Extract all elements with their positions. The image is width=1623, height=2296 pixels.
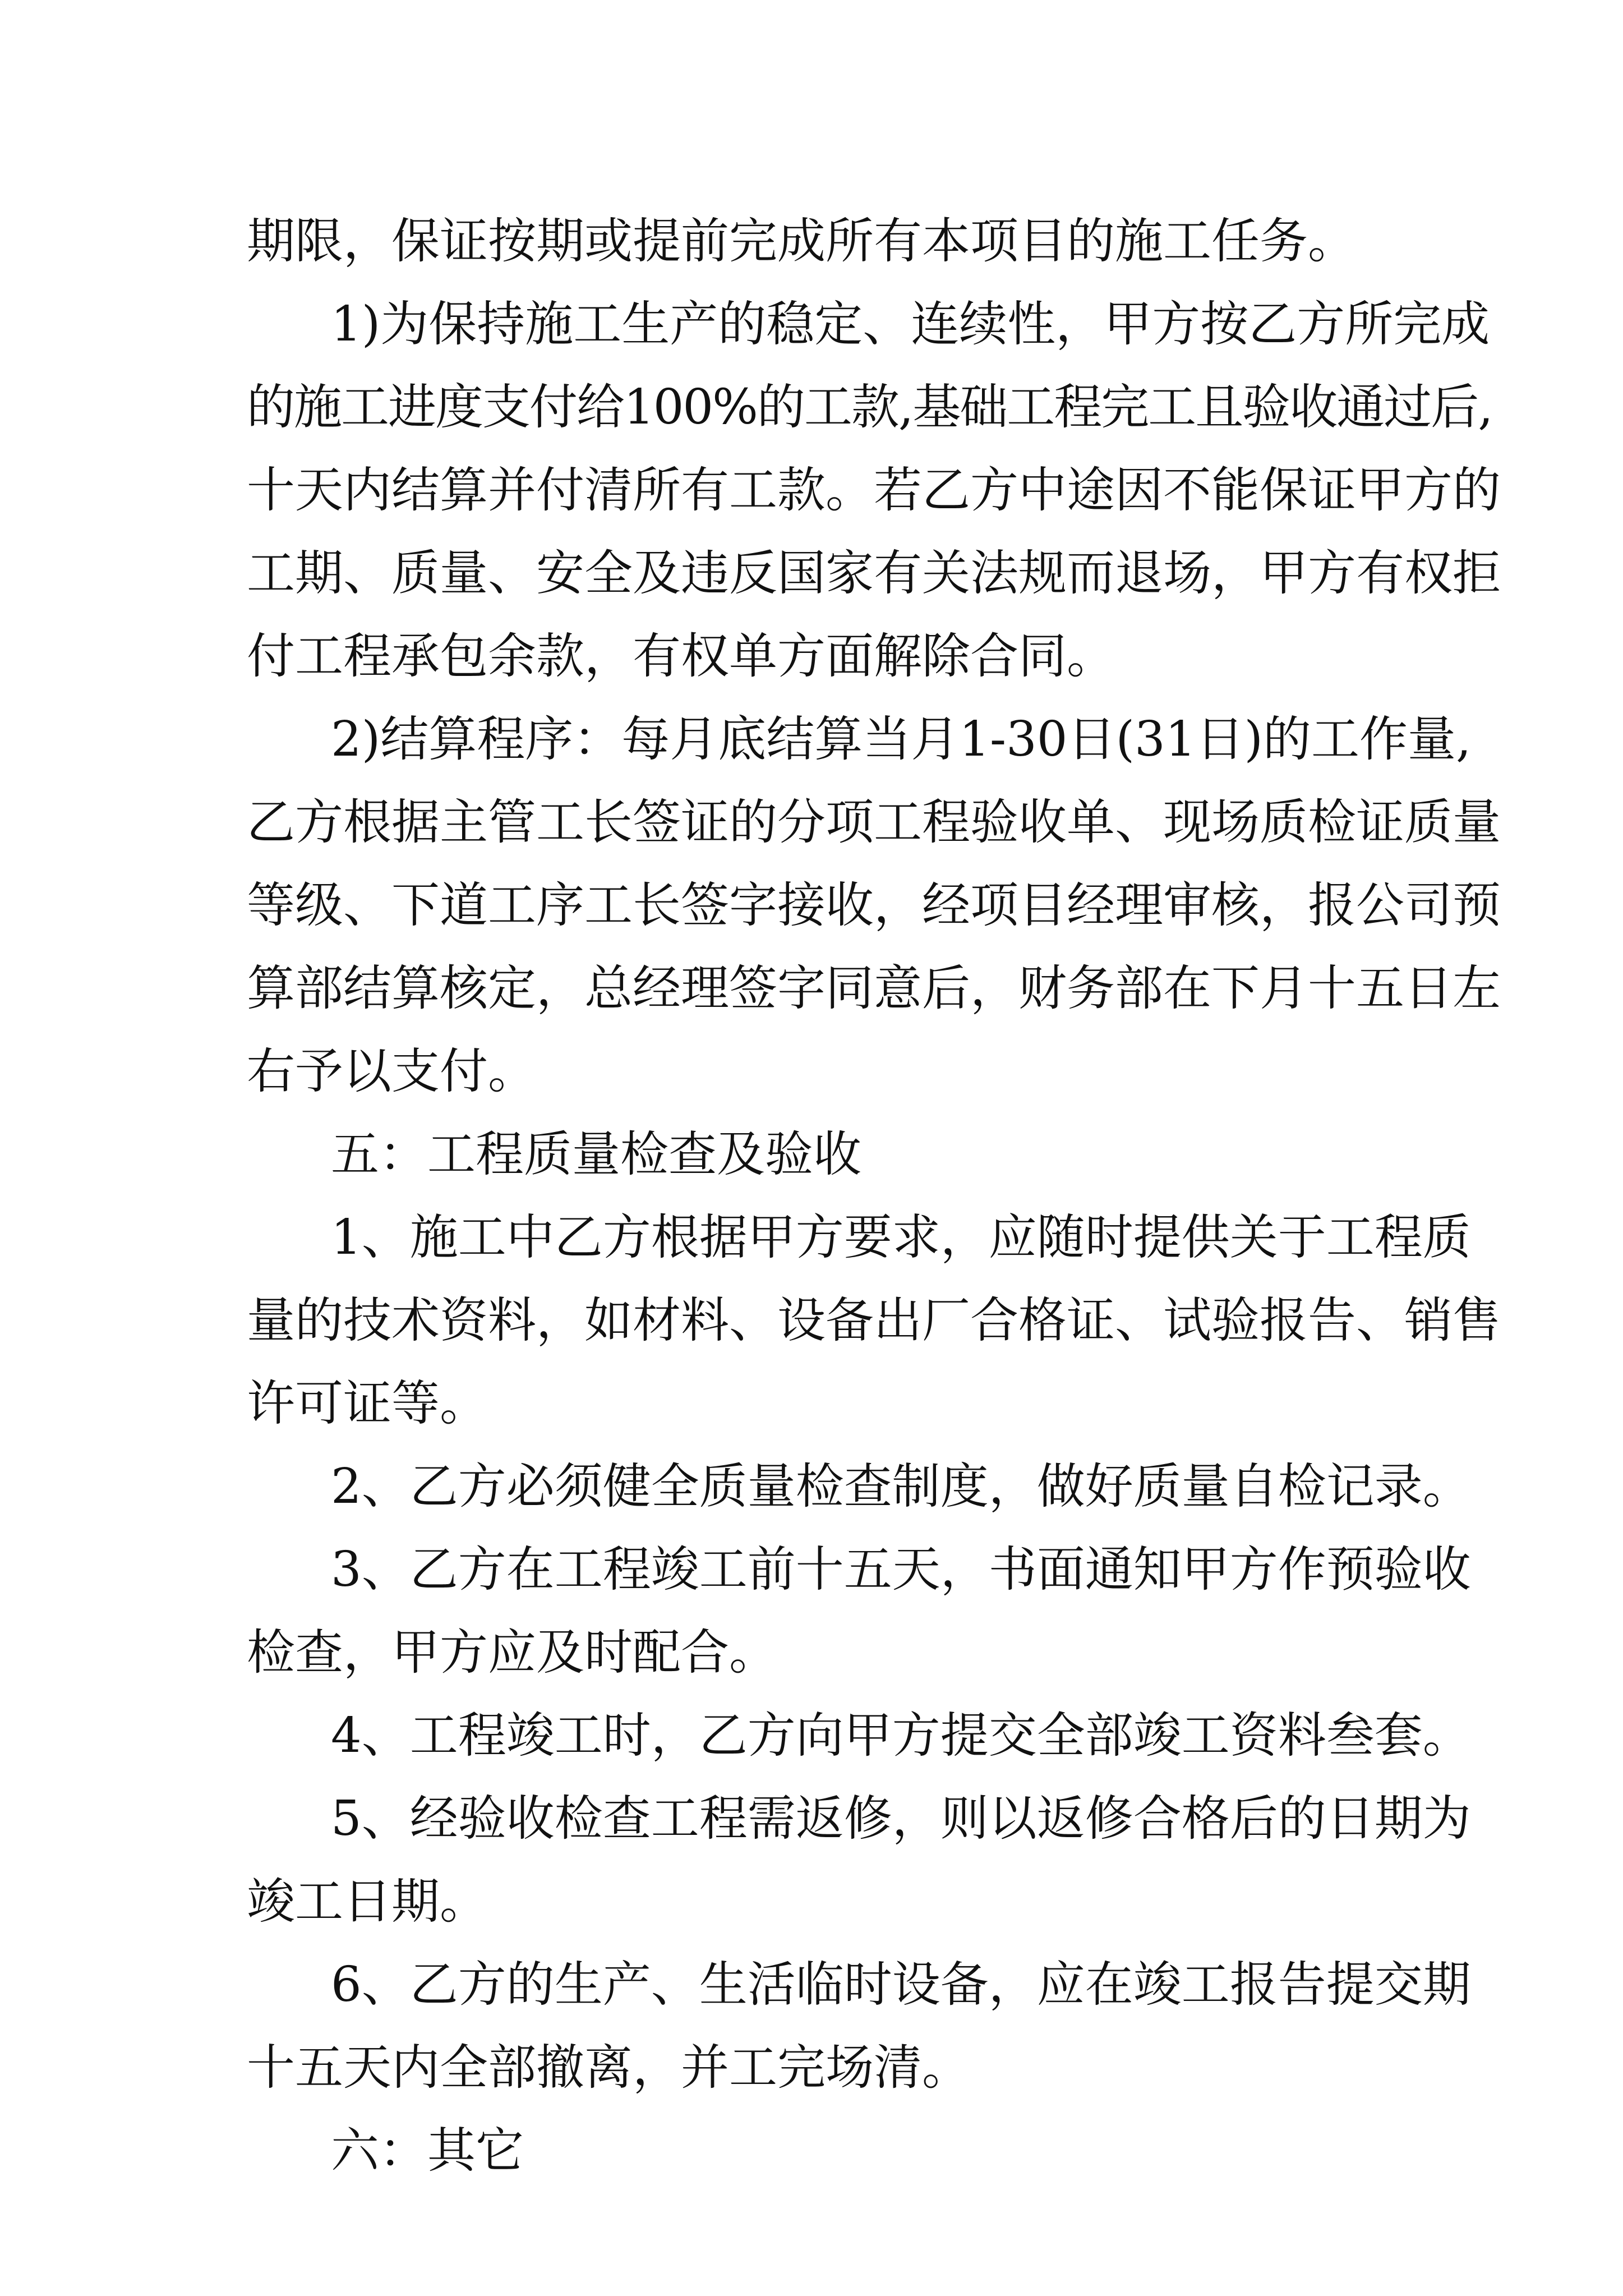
- paragraph-line: 十天内结算并付清所有工款。若乙方中途因不能保证甲方的: [247, 462, 1501, 518]
- paragraph-line: 十五天内全部撤离，并工完场清。: [247, 2040, 970, 2096]
- paragraph-line: 许可证等。: [247, 1375, 488, 1432]
- paragraph-line: 右予以支付。: [247, 1043, 536, 1099]
- paragraph-line: 工期、质量、安全及违反国家有关法规而退场，甲方有权拒: [247, 545, 1501, 601]
- paragraph-line: 2、乙方必须健全质量检查制度，做好质量自检记录。: [331, 1458, 1471, 1515]
- paragraph-line: 5、经验收检查工程需返修，则以返修合格后的日期为: [331, 1791, 1471, 1847]
- paragraph-line: 量的技术资料，如材料、设备出厂合格证、试验报告、销售: [247, 1292, 1501, 1349]
- section-heading: 六：其它: [331, 2123, 524, 2179]
- paragraph-line: 乙方根据主管工长签证的分项工程验收单、现场质检证质量: [247, 794, 1501, 850]
- paragraph-line: 算部结算核定，总经理签字同意后，财务部在下月十五日左: [247, 960, 1501, 1016]
- paragraph-line: 2)结算程序：每月底结算当月1-30日(31日)的工作量,: [331, 711, 1472, 767]
- paragraph-line: 竣工日期。: [247, 1874, 488, 1930]
- paragraph-line: 4、工程竣工时，乙方向甲方提交全部竣工资料叁套。: [331, 1708, 1471, 1764]
- paragraph-line: 6、乙方的生产、生活临时设备，应在竣工报告提交期: [331, 1957, 1471, 2013]
- section-heading: 五：工程质量检查及验收: [331, 1126, 861, 1182]
- paragraph-line: 3、乙方在工程竣工前十五天，书面通知甲方作预验收: [331, 1542, 1471, 1598]
- paragraph-line: 付工程承包余款，有权单方面解除合同。: [247, 628, 1115, 684]
- paragraph-line: 检查，甲方应及时配合。: [247, 1625, 777, 1681]
- paragraph-line: 等级、下道工序工长签字接收，经项目经理审核，报公司预: [247, 877, 1501, 933]
- paragraph-line: 1、施工中乙方根据甲方要求，应随时提供关于工程质: [331, 1209, 1471, 1266]
- paragraph-line: 1)为保持施工生产的稳定、连续性，甲方按乙方所完成: [331, 296, 1490, 352]
- paragraph-line: 期限，保证按期或提前完成所有本项目的施工任务。: [247, 213, 1356, 269]
- paragraph-line: 的施工进度支付给100%的工款,基础工程完工且验收通过后,: [247, 379, 1492, 435]
